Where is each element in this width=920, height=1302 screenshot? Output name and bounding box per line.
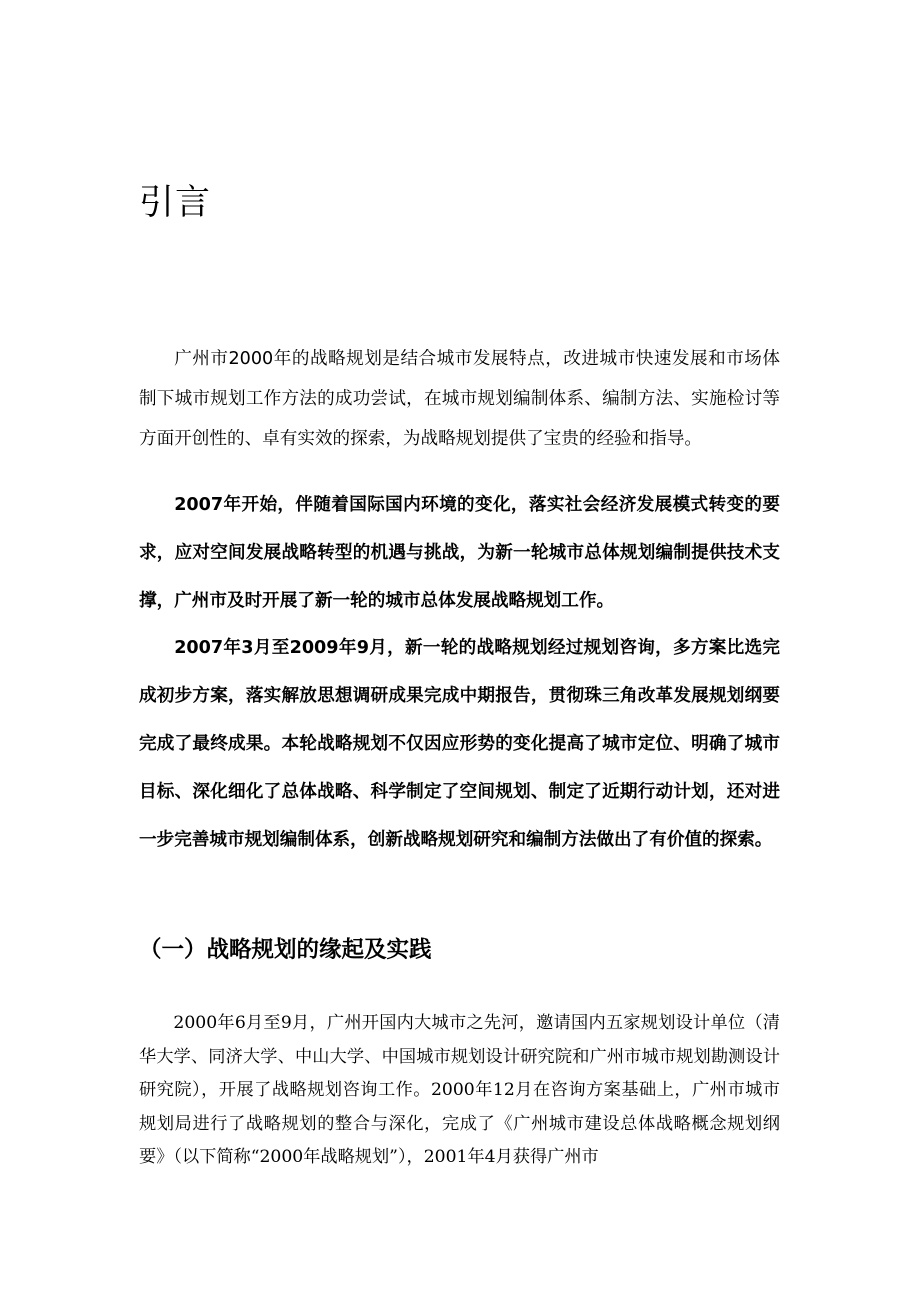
section-paragraph: 2000年6月至9月，广州开国内大城市之先河，邀请国内五家规划设计单位（清华大学、同济大学、中山大学、中国城市规划设计研究院和广州市城市规划勘测设计研究院），开展了战略规划咨询工作。2000年12月在咨询方案基础上，广州市城市规划局进行了战略规划的整合与深化，完成了《广州城市建设总体战略概念规划纲要》（以下简称“2000年战略规划”），2001年4月获得广州市 (139, 1013, 780, 1167)
intro-paragraph-1: 广州市2000年的战略规划是结合城市发展特点，改进城市快速发展和市场体制下城市规划工作方法的成功尝试，在城市规划编制体系、编制方法、实施检讨等方面开创性的、卓有实效的探索，为战略规划提供了宝贵的经验和指导。 (139, 349, 780, 449)
page-title: 引言 (139, 183, 212, 223)
intro-paragraph-2: 2007年开始，伴随着国际国内环境的变化，落实社会经济发展模式转变的要求，应对空间发展战略转型的机遇与挑战，为新一轮城市总体规划编制提供技术支撑，广州市及时开展了新一轮的城市总体发展战略规划工作。 (139, 495, 780, 611)
section-heading: （一）战略规划的缘起及实践 (139, 937, 432, 963)
intro-paragraph-3: 2007年3月至2009年9月，新一轮的战略规划经过规划咨询，多方案比选完成初步方案，落实解放思想调研成果完成中期报告，贯彻珠三角改革发展规划纲要完成了最终成果。本轮战略规划不仅因应形势的变化提高了城市定位、明确了城市目标、深化细化了总体战略、科学制定了空间规划、制定了近期行动计划，还对进一步完善城市规划编制体系，创新战略规划研究和编制方法做出了有价值的探索。 (139, 638, 780, 850)
